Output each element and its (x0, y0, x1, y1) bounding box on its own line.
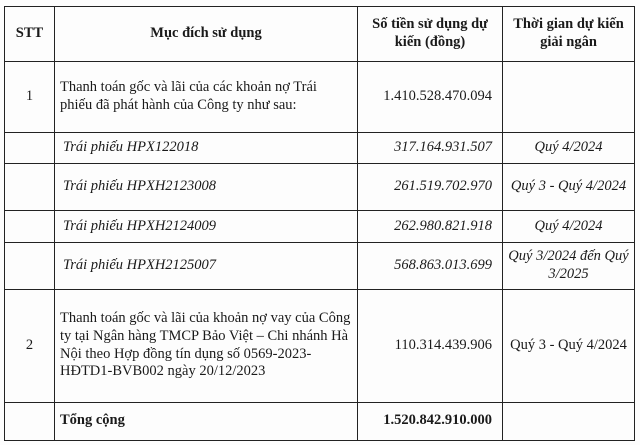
table-row (5, 133, 635, 164)
row-time: Quý 3 - Quý 4/2024 (503, 289, 635, 402)
header-stt: STT (5, 7, 55, 62)
total-time (503, 402, 635, 440)
row-time: Quý 4/2024 (503, 133, 635, 164)
header-purpose: Mục đích sử dụng (55, 7, 358, 62)
row-amount: 262.980.821.918 (358, 210, 503, 242)
row-stt: 1 (5, 61, 55, 133)
row-purpose: Thanh toán gốc và lãi của các khoản nợ Trái phiếu đã phát hành của Công ty như sau: (55, 61, 358, 133)
table-row (5, 289, 635, 402)
row-amount: 261.519.702.970 (358, 164, 503, 210)
row-stt (5, 133, 55, 164)
row-stt (5, 164, 55, 210)
row-purpose: Trái phiếu HPXH2125007 (55, 243, 358, 289)
row-time: Quý 4/2024 (503, 210, 635, 242)
row-amount: 568.863.013.699 (358, 243, 503, 289)
row-time: Quý 3/2024 đến Quý 3/2025 (503, 243, 635, 289)
row-purpose: Trái phiếu HPX122018 (55, 133, 358, 164)
row-purpose: Trái phiếu HPXH2124009 (55, 210, 358, 242)
table-row (5, 243, 635, 289)
row-stt: 2 (5, 289, 55, 402)
total-stt (5, 402, 55, 440)
row-stt (5, 210, 55, 242)
header-amount: Số tiền sử dụng dự kiến (đồng) (358, 7, 503, 62)
row-stt (5, 243, 55, 289)
row-amount: 317.164.931.507 (358, 133, 503, 164)
fund-usage-table (4, 6, 635, 441)
table-header-row (5, 7, 635, 62)
table-row (5, 164, 635, 210)
row-time (503, 61, 635, 133)
header-time: Thời gian dự kiến giải ngân (503, 7, 635, 62)
row-time: Quý 3 - Quý 4/2024 (503, 164, 635, 210)
total-amount: 1.520.842.910.000 (358, 402, 503, 440)
table-row (5, 210, 635, 242)
total-label: Tổng cộng (55, 402, 358, 440)
table-row (5, 61, 635, 133)
row-amount: 110.314.439.906 (358, 289, 503, 402)
row-purpose: Thanh toán gốc và lãi của khoản nợ vay của Công ty tại Ngân hàng TMCP Bảo Việt – Chi nhánh Hà Nội theo Hợp đồng tín dụng số 0569-2023-HĐTD1-BVB002 ngày 20/12/2023 (55, 289, 358, 402)
row-amount: 1.410.528.470.094 (358, 61, 503, 133)
row-purpose: Trái phiếu HPXH2123008 (55, 164, 358, 210)
total-row (5, 402, 635, 440)
